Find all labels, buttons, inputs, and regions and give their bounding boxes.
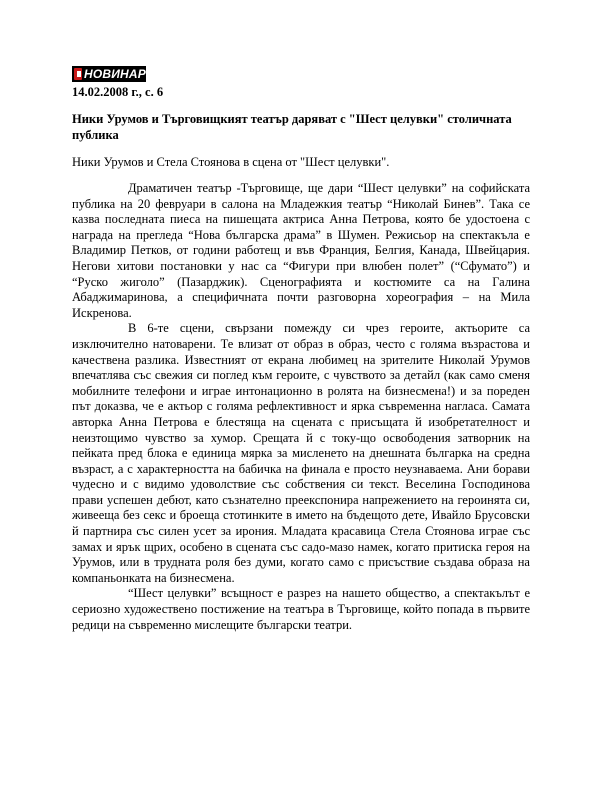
source-date-line: 14.02.2008 г., с. 6 bbox=[72, 85, 164, 99]
photo-caption: Ники Урумов и Стела Стоянова в сцена от "Шест целувки". bbox=[72, 155, 390, 169]
logo-emblem-icon bbox=[74, 68, 82, 80]
article-body bbox=[72, 181, 530, 633]
article-paragraph-3: “Шест целувки” всъщност е разрез на нашето общество, а спектакълът е сериозно художествено постижение на театъра в Търговище, който попада в първите редици на съвременно мислещите български театри. bbox=[72, 586, 530, 632]
newspaper-logo bbox=[72, 66, 146, 82]
article-paragraph-1: Драматичен театър -Търговище, ще дари “Шест целувки” на софийската публика на 20 февруари в салона на Младежкия театър “Николай Бинев”. Така се казва последната пиеса на пишещата актриса Анна Петрова, която бе удостоена с награда на прегледа “Нова българска драма” в Шумен. Режисьор на спектакъла е Владимир Петков, от години работещ и във Франция, Белгия, Канада, Швейцария. Негови хитови постановки у нас са “Фигури при влюбен полет” (“Сфумато”) и “Руско жиголо” (Пазарджик). Сценографията и костюмите са на Галина Абаджимаринова, а специфичната почти разговорна хореография – на Мила Искренова. bbox=[72, 181, 530, 320]
logo-text: НОВИНАР bbox=[83, 67, 146, 81]
article-paragraph-2: В 6-те сцени, свързани помежду си чрез героите, актьорите са изключително натоварени. Те влизат от образ в образ, често с голяма възрастова и качествена разлика. Известният от екрана любимец на зрителите Николай Урумов впечатлява със свежия си поглед към героите, с чувството за детайл (как само сменя мобилните телефони и играе интонационно в ролята на бизнесмена!) и за пореден път доказва, че е актьор с голяма рефлективност и ярка съвременна нагласа. Самата авторка Анна Петрова е блестяща на сцената с присъщата й изобретателност и неизтощимо чувство за хумор. Срещата й с току-що освободения затворник на пейката пред блока е единица мярка за мисленето на днешната българка на средна възраст, а с характерността на бабичка на финала е просто неузнаваема. Ани борави чудесно и с видимо удоволствие със собствения си текст. Веселина Господинова прави успешен дебют, като съзнателно преекспонира напрежението на героинята си, живееща без секс и броеща стотинките в името на бъдещото дете, Ивайло Брусовски й партнира със силен усет за ирония. Младата красавица Стела Стоянова играе със замах и ярък щрих, особено в сцената със садо-мазо намек, когато притиска героя на Урумов, или в трудната роля без думи, когато само с присъствие създава образа на компаньонката на бизнесмена. bbox=[72, 321, 530, 585]
article-headline: Ники Урумов и Търговищкият театър даряват с "Шест целувки" столичната публика bbox=[72, 112, 512, 142]
